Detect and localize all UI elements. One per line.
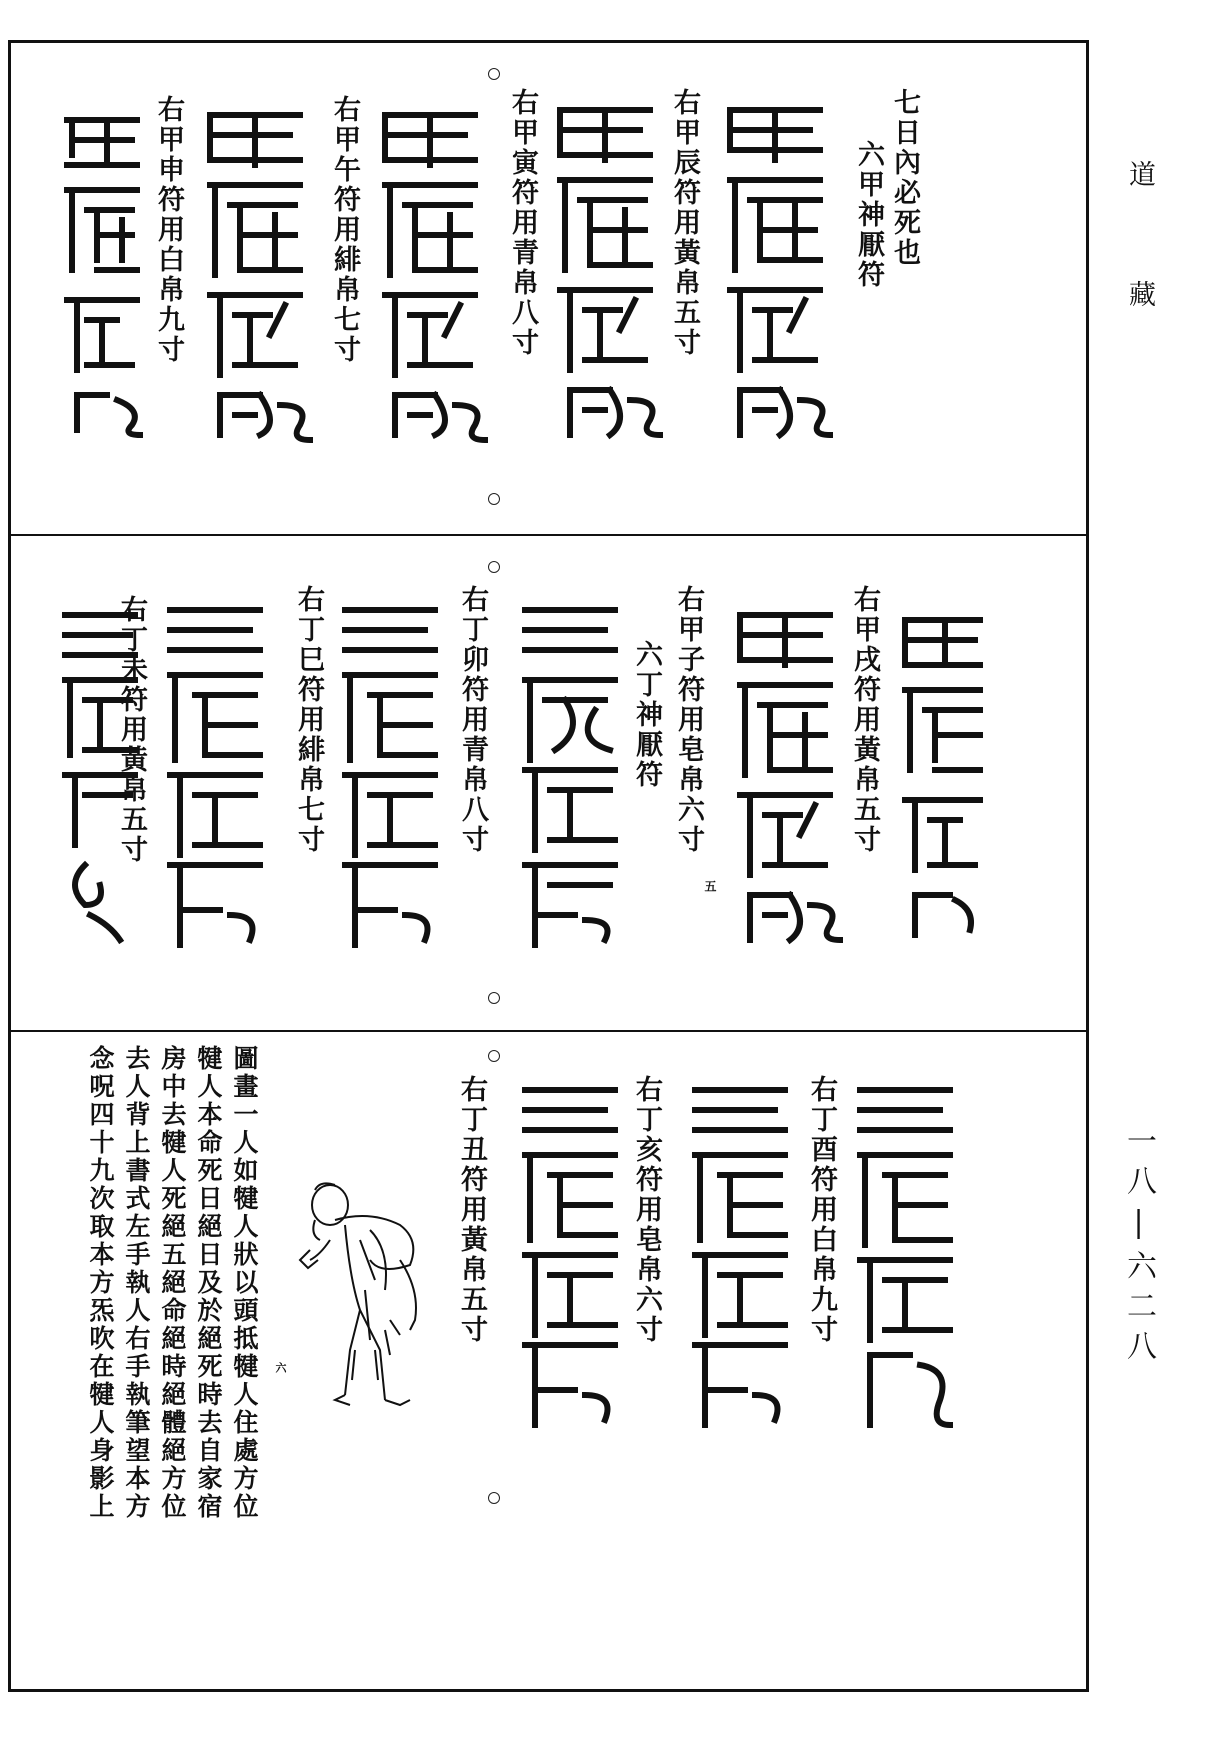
note-mark: 六 [274,1362,287,1373]
section-heading-liujia: 六甲神厭符 [853,140,884,290]
binding-hole [488,493,500,505]
talisman-jiaxu-partial [895,610,985,940]
caption-dinghai: 右丁亥符用皂帛六寸 [631,1075,662,1345]
text-line-5: 念呪四十九次取本方炁吹在犍人身影上 [86,1045,115,1521]
caption-jiaxu: 右甲戌符用黃帛五寸 [849,585,880,855]
caption-jiazi: 右甲子符用皂帛六寸 [673,585,704,855]
talisman-jiawu [375,105,485,440]
caption-jiayin: 右甲寅符用青帛八寸 [507,88,538,358]
binding-hole [488,561,500,573]
binding-hole [488,992,500,1004]
text-line-4: 去人背上書式左手執人右手執筆望本方 [122,1045,151,1521]
text-line-3: 房中去犍人死絕五絕命絕時絕體絕方位 [158,1045,187,1521]
talisman-dingwei-partial [60,605,140,940]
margin-label-top: 道 [1124,160,1155,247]
binding-hole [488,68,500,80]
page-number: 一八|六二八 [1121,1125,1156,1370]
margin-label-bottom: 藏 [1124,280,1155,367]
talisman-jiaxu [730,605,840,945]
talisman-dingyou-partial [850,1080,960,1430]
caption-dingwei: 右丁未符用黃帛五寸 [116,595,147,865]
binding-hole [488,1050,500,1062]
talisman-jiazi [515,600,625,945]
caption-dingsi: 右丁巳符用緋帛七寸 [293,585,324,855]
caption-dingyou: 右丁酉符用白帛九寸 [806,1075,837,1345]
figure-illustration [290,1180,450,1420]
talisman-jiashen [200,105,310,440]
section-heading-liuding: 六丁神厭符 [631,640,662,790]
caption-jiashen: 右甲申符用白帛九寸 [153,95,184,365]
panel-divider-2 [8,1030,1089,1032]
text-line-1: 圖畫一人如犍人狀以頭抵犍人住處方位 [230,1045,259,1521]
note-mark: 五 [703,880,717,892]
caption-jiachen: 右甲辰符用黃帛五寸 [669,88,700,358]
talisman-jiashen-partial [62,110,142,440]
talisman-jiachen [720,100,830,440]
panel-divider-1 [8,534,1089,536]
talisman-dingyou [685,1080,795,1425]
talisman-jiayin [550,100,660,440]
caption-jiawu: 右甲午符用緋帛七寸 [329,95,360,365]
caption-dingchou: 右丁丑符用黃帛五寸 [456,1075,487,1345]
text-line-2: 犍人本命死日絕日及於絕死時去自家宿 [194,1045,223,1521]
talisman-dinghai [515,1080,625,1425]
talisman-dingmao [335,600,445,945]
binding-hole [488,1492,500,1504]
caption-dingmao: 右丁卯符用青帛八寸 [457,585,488,855]
intro-text: 七日內必死也 [889,88,920,268]
talisman-dingsi [160,600,270,945]
